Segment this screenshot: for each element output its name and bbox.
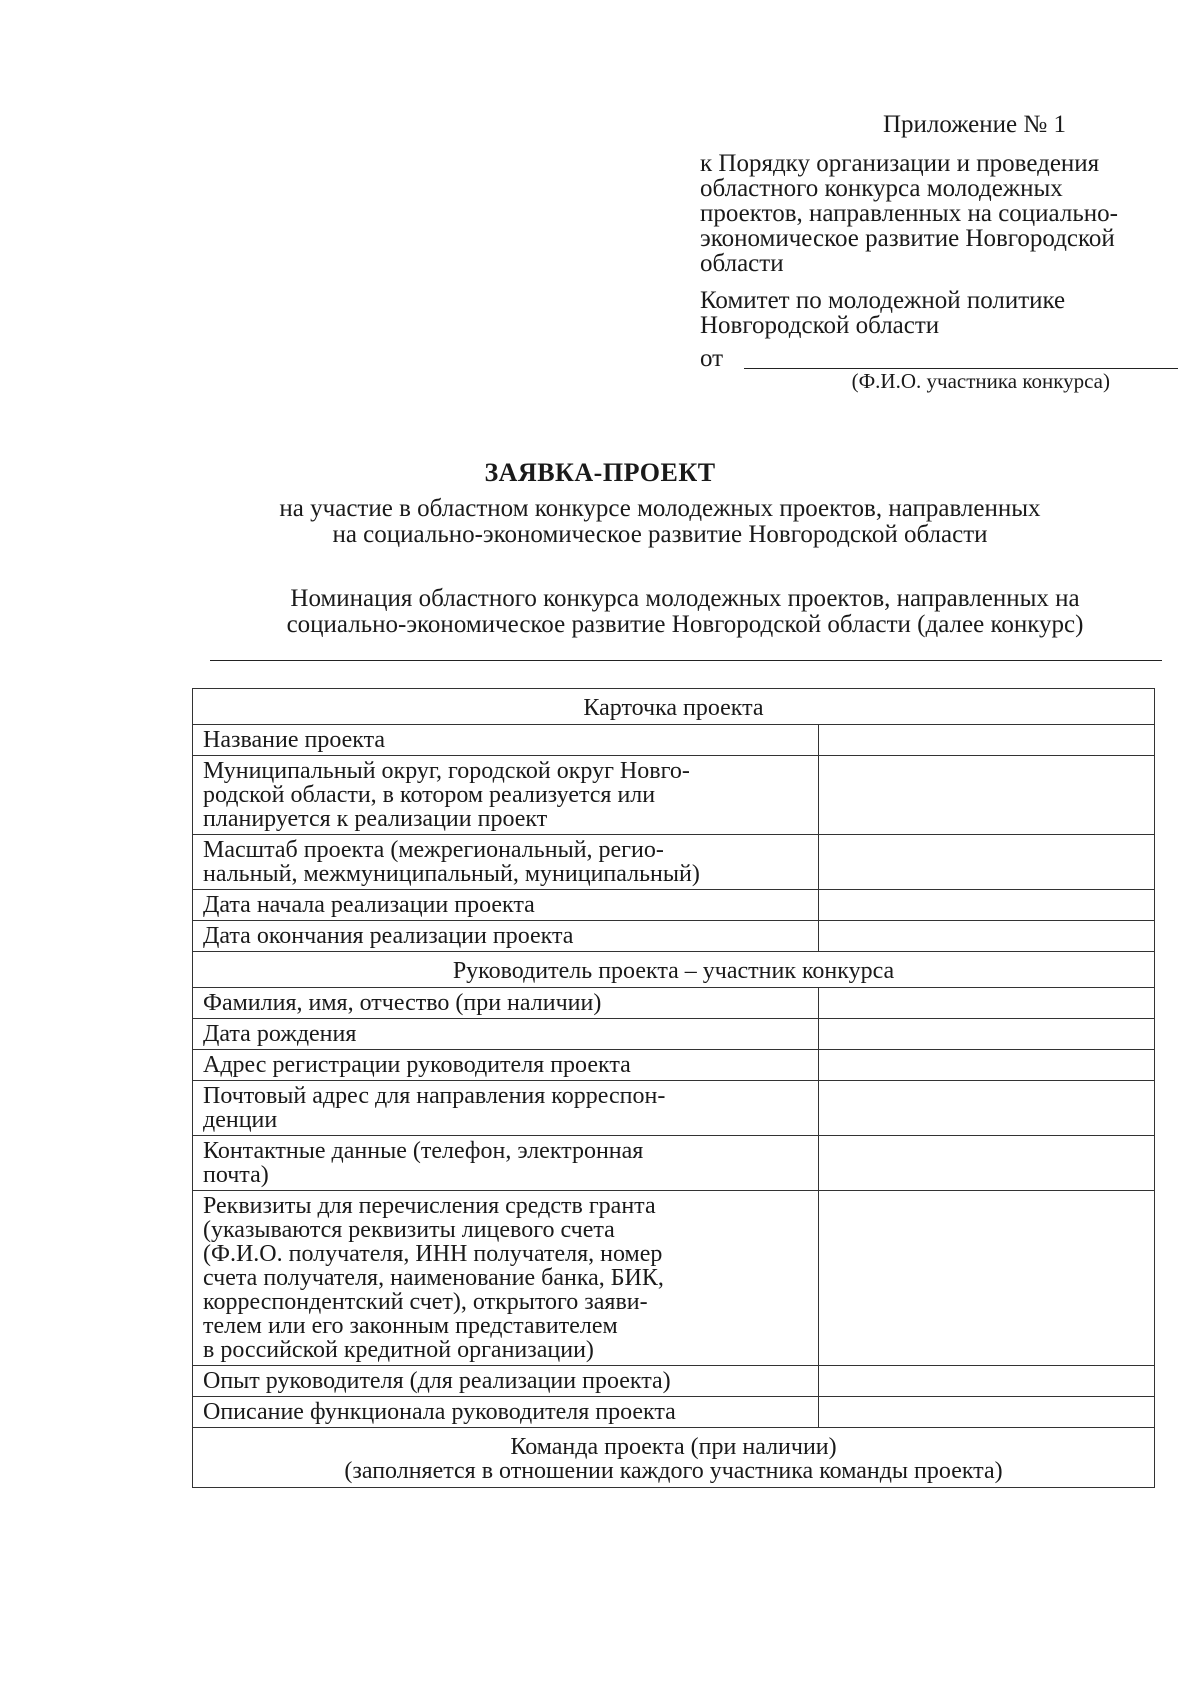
section-leader-title: Руководитель проекта – участник конкурса — [193, 952, 1155, 988]
leader-row-label: Описание функционала руководителя проекта — [193, 1397, 819, 1428]
leader-row — [193, 1136, 1155, 1191]
committee-name: Комитет по молодежной политике Новгородской области — [700, 287, 1066, 339]
card-row — [193, 921, 1155, 952]
leader-row — [193, 1366, 1155, 1397]
leader-row-label: Реквизиты для перечисления средств гранта (указываются реквизиты лицевого счета (Ф.И.О. получателя, ИНН получателя, номер счета получателя, наименование банка, БИК, корреспондентский счет), открытого заяви- телем или его законным представителем в российской кредитной организации) — [193, 1191, 819, 1366]
card-row-value-field[interactable] — [819, 890, 1155, 921]
leader-row-value-field[interactable] — [819, 988, 1155, 1019]
card-row-label: Дата начала реализации проекта — [193, 890, 819, 921]
from-underline — [744, 368, 1178, 369]
leader-row-label: Адрес регистрации руководителя проекта — [193, 1050, 819, 1081]
leader-row-value-field[interactable] — [819, 1136, 1155, 1191]
nomination-text: Номинация областного конкурса молодежных проектов, направленных на социально-экономическое развитие Новгородской области (далее конкурс) — [286, 585, 1084, 638]
section-card-title: Карточка проекта — [193, 689, 1155, 725]
section-team-cell — [193, 1428, 1155, 1488]
appendix-header — [700, 112, 1170, 392]
appendix-reference: к Порядку организации и проведения областного конкурса молодежных проектов, направленных на социально- экономическое развитие Новгородской области — [700, 150, 1118, 277]
section-team-note: (заполняется в отношении каждого участника команды проекта) — [344, 1458, 1003, 1484]
leader-row — [193, 1081, 1155, 1136]
leader-row-value-field[interactable] — [819, 1081, 1155, 1136]
card-row-label: Муниципальный округ, городской округ Новго- родской области, в котором реализуется или планируется к реализации проект — [193, 756, 819, 835]
leader-row-value-field[interactable] — [819, 1366, 1155, 1397]
leader-row-label: Дата рождения — [193, 1019, 819, 1050]
leader-row — [193, 1050, 1155, 1081]
card-row — [193, 756, 1155, 835]
leader-row — [193, 1191, 1155, 1366]
leader-row-value-field[interactable] — [819, 1397, 1155, 1428]
leader-row-value-field[interactable] — [819, 1191, 1155, 1366]
card-row — [193, 835, 1155, 890]
card-row-value-field[interactable] — [819, 921, 1155, 952]
leader-row — [193, 1397, 1155, 1428]
document-title: ЗАЯВКА-ПРОЕКТ — [484, 458, 716, 487]
card-row-value-field[interactable] — [819, 835, 1155, 890]
card-row — [193, 890, 1155, 921]
card-row-label: Название проекта — [193, 725, 819, 756]
leader-row-label: Контактные данные (телефон, электронная почта) — [193, 1136, 819, 1191]
card-row-label: Дата окончания реализации проекта — [193, 921, 819, 952]
card-row-value-field[interactable] — [819, 756, 1155, 835]
appendix-number: Приложение № 1 — [882, 111, 1066, 138]
from-label: от — [700, 345, 724, 372]
leader-row-value-field[interactable] — [819, 1019, 1155, 1050]
leader-row — [193, 988, 1155, 1019]
section-row-card — [193, 689, 1155, 725]
section-row-team — [193, 1428, 1155, 1488]
card-row-value-field[interactable] — [819, 725, 1155, 756]
nomination-underline — [210, 660, 1162, 661]
section-row-leader — [193, 952, 1155, 988]
table-body — [193, 689, 1155, 1488]
document-subtitle: на участие в областном конкурсе молодежных проектов, направленных на социально-экономическое развитие Новгородской области — [279, 495, 1041, 548]
project-card-table — [192, 688, 1155, 1488]
leader-row — [193, 1019, 1155, 1050]
leader-row-value-field[interactable] — [819, 1050, 1155, 1081]
leader-row-label: Опыт руководителя (для реализации проекта) — [193, 1366, 819, 1397]
leader-row-label: Фамилия, имя, отчество (при наличии) — [193, 988, 819, 1019]
card-row — [193, 725, 1155, 756]
card-row-label: Масштаб проекта (межрегиональный, регио- нальный, межмуниципальный, муниципальный) — [193, 835, 819, 890]
from-field — [700, 346, 1170, 372]
leader-row-label: Почтовый адрес для направления корреспон- денции — [193, 1081, 819, 1136]
section-team-title: Команда проекта (при наличии) — [510, 1434, 837, 1460]
from-caption: (Ф.И.О. участника конкурса) — [851, 369, 1110, 393]
